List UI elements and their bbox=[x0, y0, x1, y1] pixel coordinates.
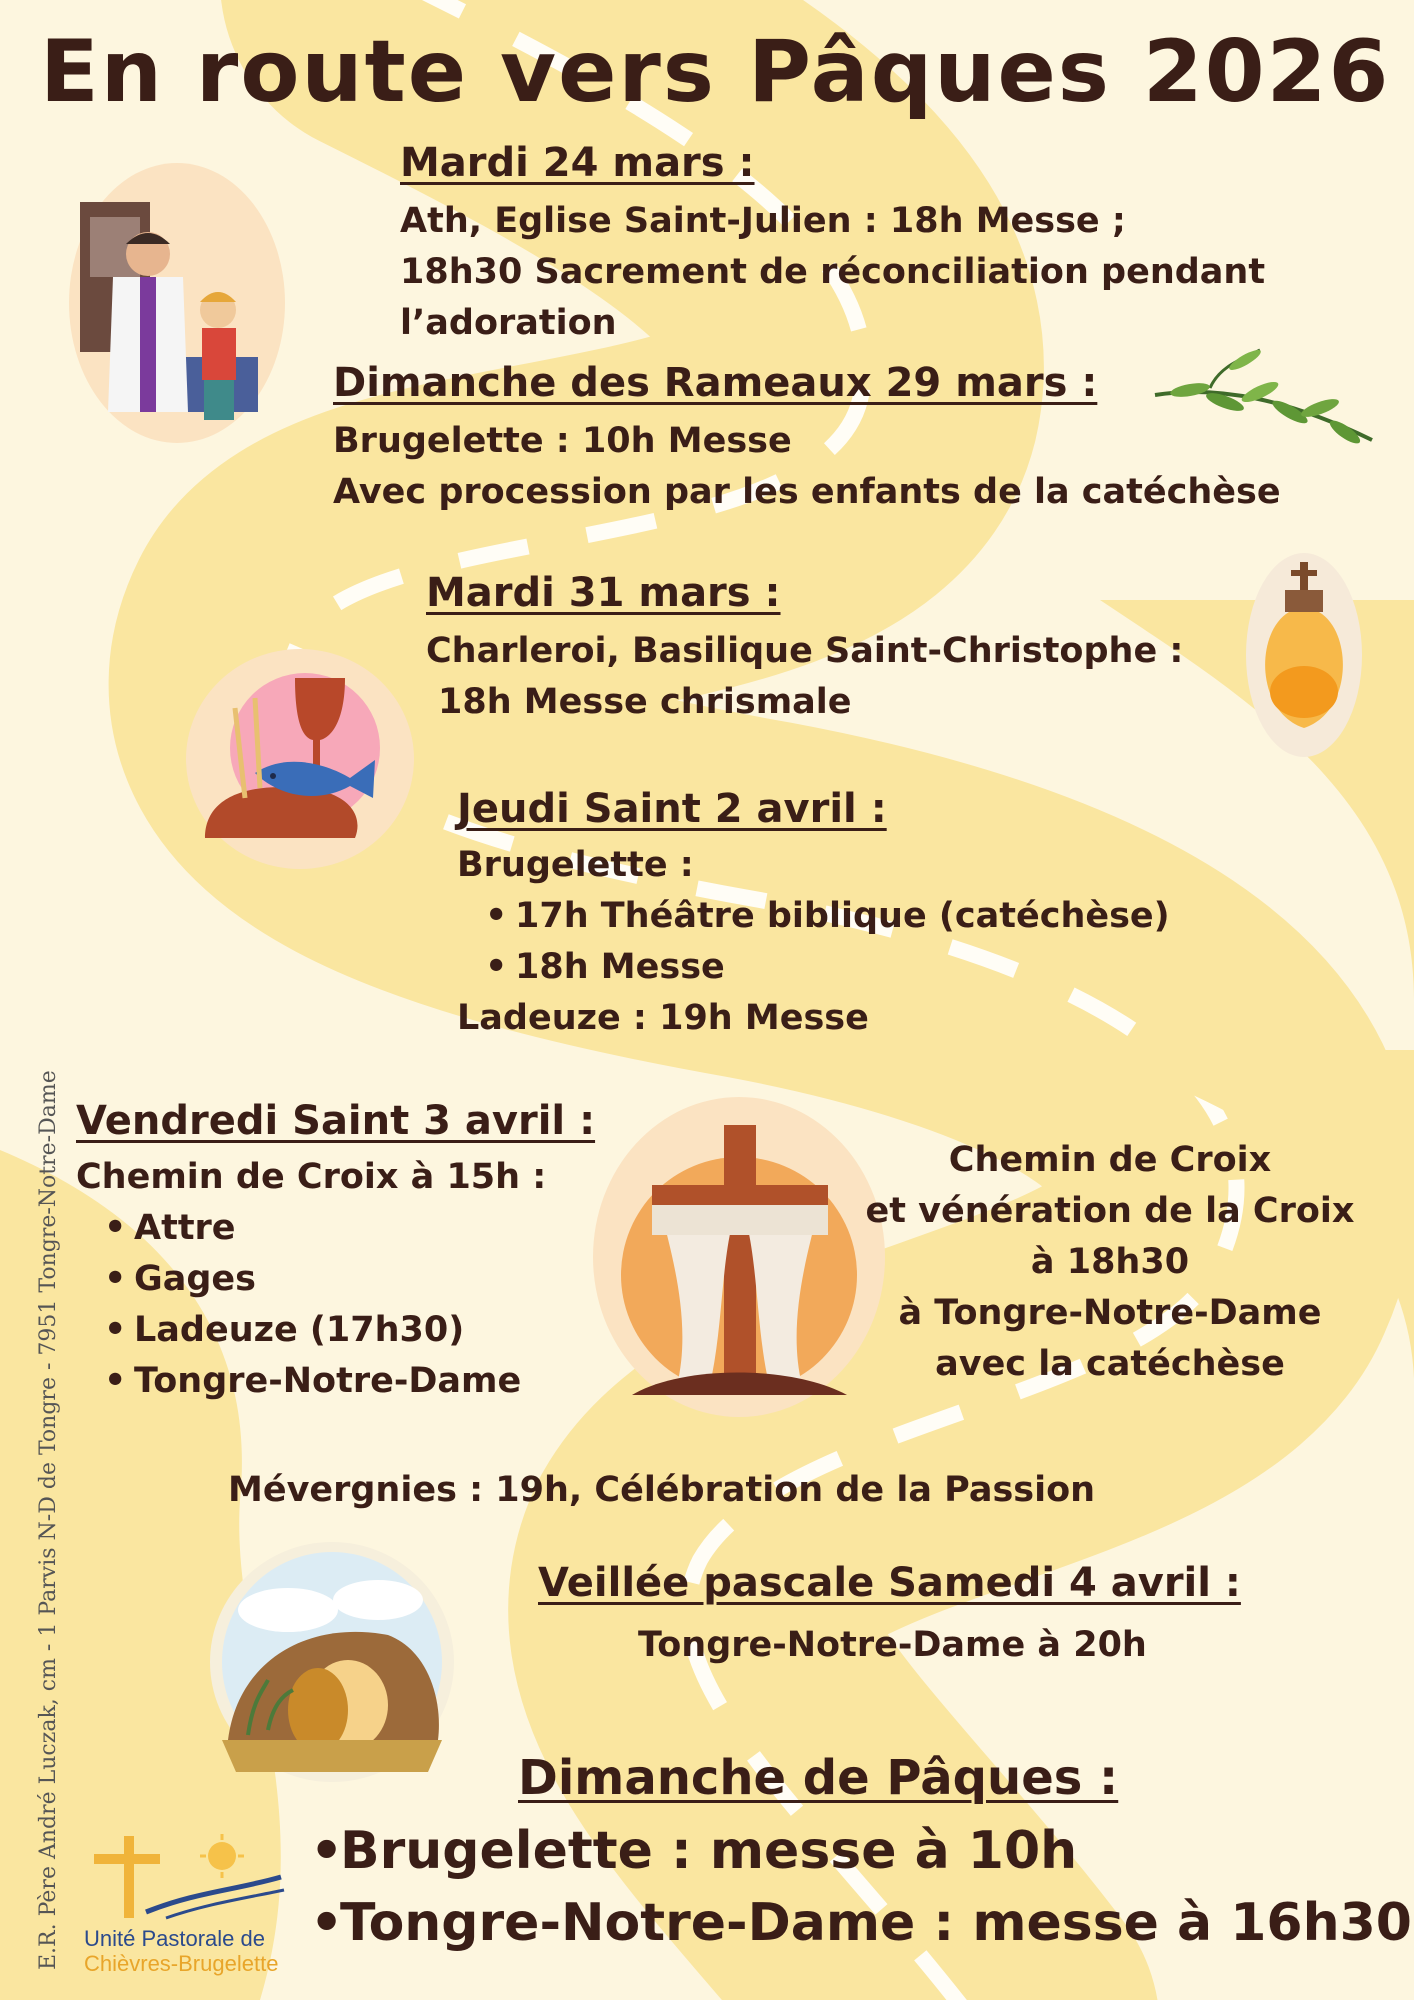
rameaux-line: Avec procession par les enfants de la catéchèse bbox=[333, 472, 1281, 512]
list-item: • 17h Théâtre biblique (catéchèse) bbox=[481, 891, 1170, 942]
mardi-24-line: Ath, Eglise Saint-Julien : 18h Messe ; bbox=[400, 201, 1126, 241]
mardi-24-details bbox=[400, 196, 1265, 349]
heading-mardi-24: Mardi 24 mars : bbox=[400, 140, 755, 186]
mardi-24-line: l’adoration bbox=[400, 303, 617, 343]
vendredi-list bbox=[100, 1203, 546, 1407]
rameaux-details bbox=[333, 416, 1281, 518]
rameaux-line: Brugelette : 10h Messe bbox=[333, 421, 792, 461]
heading-paques: Dimanche de Pâques : bbox=[518, 1750, 1119, 1806]
empty-tomb-illustration bbox=[208, 1540, 456, 1785]
vendredi-right-line: avec la catéchèse bbox=[935, 1344, 1285, 1384]
list-item: • Tongre-Notre-Dame : messe à 16h30 bbox=[306, 1887, 1412, 1959]
confession-illustration bbox=[68, 162, 286, 444]
jeudi-list bbox=[481, 891, 1170, 993]
jeudi-outro: Ladeuze : 19h Messe bbox=[457, 998, 869, 1038]
heading-vendredi-saint: Vendredi Saint 3 avril : bbox=[76, 1098, 596, 1144]
list-item: • 18h Messe bbox=[481, 942, 1170, 993]
heading-mardi-31: Mardi 31 mars : bbox=[426, 570, 781, 616]
eucharist-illustration bbox=[185, 648, 415, 870]
list-item: • Attre bbox=[100, 1203, 546, 1254]
chrism-vase-illustration bbox=[1245, 552, 1363, 758]
cross-logo-icon bbox=[86, 1832, 286, 1924]
heading-rameaux: Dimanche des Rameaux 29 mars : bbox=[333, 360, 1098, 406]
vendredi-right-line: et vénération de la Croix bbox=[865, 1191, 1355, 1231]
vendredi-right-text bbox=[820, 1135, 1400, 1390]
vendredi-intro: Chemin de Croix à 15h : bbox=[76, 1157, 547, 1197]
vendredi-right-line: à Tongre-Notre-Dame bbox=[898, 1293, 1322, 1333]
passion-line: Mévergnies : 19h, Célébration de la Passion bbox=[228, 1470, 1096, 1510]
jeudi-intro: Brugelette : bbox=[457, 845, 694, 885]
vendredi-right-line: Chemin de Croix bbox=[948, 1140, 1272, 1180]
vendredi-details bbox=[76, 1152, 546, 1407]
heading-veillee: Veillée pascale Samedi 4 avril : bbox=[538, 1560, 1241, 1606]
paques-list bbox=[306, 1815, 1412, 1959]
veillee-line: Tongre-Notre-Dame à 20h bbox=[638, 1625, 1147, 1665]
logo-line2: Chièvres-Brugelette bbox=[84, 1951, 279, 1976]
logo-line1: Unité Pastorale de bbox=[84, 1926, 265, 1951]
vendredi-right-line: à 18h30 bbox=[1030, 1242, 1190, 1282]
list-item: • Ladeuze (17h30) bbox=[100, 1305, 546, 1356]
logo-text bbox=[84, 1926, 278, 1976]
list-item: • Gages bbox=[100, 1254, 546, 1305]
page-title: En route vers Pâques 2026 bbox=[40, 22, 1391, 122]
jeudi-details bbox=[457, 840, 1170, 1044]
heading-jeudi-saint: Jeudi Saint 2 avril : bbox=[457, 786, 887, 832]
list-item: • Brugelette : messe à 10h bbox=[306, 1815, 1412, 1887]
publisher-footer: E.R. Père André Luczak, cm - 1 Parvis N-D de Tongre - 7951 Tongre-Notre-Dame bbox=[36, 1070, 61, 1970]
mardi-31-line: 18h Messe chrismale bbox=[438, 682, 852, 722]
mardi-24-line: 18h30 Sacrement de réconciliation pendant bbox=[400, 252, 1266, 292]
mardi-31-line: Charleroi, Basilique Saint-Christophe : bbox=[426, 631, 1184, 671]
list-item: • Tongre-Notre-Dame bbox=[100, 1356, 546, 1407]
mardi-31-details bbox=[426, 626, 1183, 728]
